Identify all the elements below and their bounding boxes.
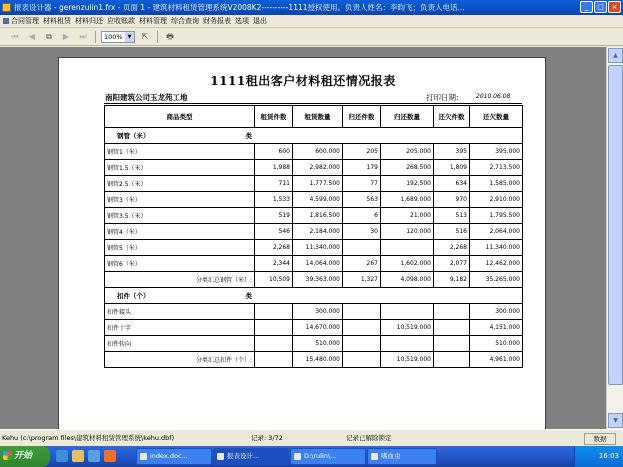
item-value: [434, 320, 470, 336]
table-row: [105, 224, 523, 240]
item-value: 2,344: [255, 256, 293, 272]
toolbar: [0, 28, 623, 46]
window-title: 报表设计器 - gerenzulin1.frx - 页面 1 - 建筑材料租赁管理系统V2008K2----------1111授权使用。负责人姓名：李昀飞；负责人电话...: [14, 3, 465, 12]
menu-item[interactable]: 合同管理: [1, 15, 41, 28]
title-bar[interactable]: [0, 0, 623, 15]
subtotal-row: [105, 352, 523, 368]
menu-item[interactable]: 材料管理: [139, 16, 167, 25]
item-name: 钢管1（米）: [105, 144, 255, 160]
subtotal-value: [434, 352, 470, 368]
export-icon[interactable]: ⇱: [141, 32, 149, 41]
item-value: 10,519.000: [381, 320, 434, 336]
company-name: 南阳建筑公司玉龙苑工地: [105, 93, 188, 102]
scroll-thumb[interactable]: [608, 65, 623, 385]
item-value: 2,268: [434, 240, 470, 256]
last-page-icon[interactable]: ⏭: [79, 32, 87, 41]
taskbar-item-index[interactable]: index.doc...: [136, 448, 212, 465]
report-table: [104, 105, 523, 368]
subtotal-value: 35,265.000: [470, 272, 523, 288]
zoom-select[interactable]: [101, 31, 135, 43]
toolbar-separator: [157, 31, 158, 43]
column-header: 租赁件数: [255, 106, 293, 128]
subtotal-row: [105, 272, 523, 288]
item-value: [381, 240, 434, 256]
taskbar: [0, 446, 623, 467]
next-page-icon[interactable]: ▶: [62, 32, 70, 41]
status-path: Kehu (c:\program files\建筑材料租赁管理系统\kehu.dbf): [2, 434, 175, 442]
item-value: 1,777.500: [293, 176, 343, 192]
table-row: [105, 336, 523, 352]
toolbar-separator: [95, 31, 96, 43]
subtotal-value: 15,480.000: [293, 352, 343, 368]
status-bar: [0, 429, 623, 446]
subtotal-value: 39,363.000: [293, 272, 343, 288]
item-value: [343, 304, 381, 320]
column-header: 租赁数量: [293, 106, 343, 128]
table-row: [105, 192, 523, 208]
menu-item[interactable]: 综合查询: [171, 16, 199, 25]
app-icon: [2, 3, 11, 12]
item-value: 14,670.000: [293, 320, 343, 336]
status-lock: 记录已解除锁定: [346, 434, 392, 442]
category-name: 钢管（米）: [117, 132, 150, 140]
item-name: 钢管2.5（米）: [105, 176, 255, 192]
maximize-button[interactable]: □: [594, 1, 607, 13]
media-icon[interactable]: [88, 450, 100, 462]
item-name: 钢管4（米）: [105, 224, 255, 240]
item-value: [255, 320, 293, 336]
taskbar-item-app[interactable]: 嗜血虫: [367, 448, 437, 465]
table-row: [105, 320, 523, 336]
vertical-scrollbar[interactable]: [606, 47, 623, 429]
item-value: [343, 320, 381, 336]
subtotal-value: [255, 352, 293, 368]
table-row: [105, 176, 523, 192]
item-value: 516: [434, 224, 470, 240]
item-value: [343, 336, 381, 352]
item-value: 1,585.000: [470, 176, 523, 192]
category-cell: [105, 288, 523, 304]
table-header-row: [105, 106, 523, 128]
item-value: 30: [343, 224, 381, 240]
status-record: 记录: 3/72: [251, 434, 283, 442]
subtotal-value: 4,961.000: [470, 352, 523, 368]
category-suffix: 类: [245, 132, 252, 140]
menu-item[interactable]: 财务报表: [203, 16, 231, 25]
clock: 16:03: [598, 452, 619, 460]
item-value: 2,910.000: [470, 192, 523, 208]
item-value: 21.000: [381, 208, 434, 224]
item-name: 钢管3.5（米）: [105, 208, 255, 224]
item-value: 2,713.500: [470, 160, 523, 176]
item-value: 634: [434, 176, 470, 192]
item-value: 519: [255, 208, 293, 224]
report-page: [58, 57, 546, 429]
item-value: 1,988: [255, 160, 293, 176]
item-value: 513: [434, 208, 470, 224]
item-value: 1,809: [434, 160, 470, 176]
menu-item[interactable]: 退出: [253, 16, 267, 25]
item-value: [381, 304, 434, 320]
prev-page-icon[interactable]: ◀: [28, 32, 36, 41]
column-header: 还欠数量: [470, 106, 523, 128]
menu-item[interactable]: 材料归还: [75, 16, 103, 25]
item-value: 970: [434, 192, 470, 208]
item-value: 300.000: [470, 304, 523, 320]
item-value: 1,602.000: [381, 256, 434, 272]
print-icon[interactable]: 🖶: [166, 32, 174, 41]
print-date: 2010.06.08: [476, 93, 511, 100]
subtotal-label: 分类汇总钢管（米）:: [105, 272, 255, 288]
category-row: [105, 288, 523, 304]
column-header: 商品类型: [105, 106, 255, 128]
item-value: 205.000: [381, 144, 434, 160]
start-button[interactable]: 开始: [0, 446, 50, 467]
item-value: 711: [255, 176, 293, 192]
item-value: 6: [343, 208, 381, 224]
item-value: [255, 336, 293, 352]
menu-item[interactable]: 选项: [235, 16, 249, 25]
item-value: [434, 336, 470, 352]
subtotal-value: 9,182: [434, 272, 470, 288]
report-title: 1111租出客户材料租还情况报表: [210, 74, 396, 88]
item-value: [434, 304, 470, 320]
zoom-value: 100%: [104, 32, 123, 41]
menu-item[interactable]: 材料租赁: [43, 16, 71, 25]
item-value: 11,340.000: [293, 240, 343, 256]
item-value: 600.000: [293, 144, 343, 160]
browser-icon[interactable]: [56, 450, 68, 462]
app-icon[interactable]: [104, 450, 116, 462]
item-value: 2,982.000: [293, 160, 343, 176]
subtotal-value: [343, 352, 381, 368]
scroll-down-icon[interactable]: ▼: [608, 413, 623, 428]
item-value: 14,064.000: [293, 256, 343, 272]
item-value: 2,184.000: [293, 224, 343, 240]
taskbar-item-folder[interactable]: D:\rulin\...: [290, 448, 366, 465]
column-header: 归还数量: [381, 106, 434, 128]
print-date-label: 打印日期:: [426, 93, 459, 102]
item-value: 11,340.000: [470, 240, 523, 256]
item-name: 钢管6（米）: [105, 256, 255, 272]
item-value: 1,816.500: [293, 208, 343, 224]
copy-icon[interactable]: ⧉: [46, 32, 52, 41]
item-value: 12,462.000: [470, 256, 523, 272]
subtotal-value: 1,327: [343, 272, 381, 288]
subtotal-value: 10,509: [255, 272, 293, 288]
taskbar-item-report-designer[interactable]: 报表设计...: [213, 448, 289, 465]
item-value: [381, 336, 434, 352]
minimize-button[interactable]: _: [580, 1, 593, 13]
category-name: 扣件（个）: [117, 292, 150, 300]
table-row: [105, 160, 523, 176]
table-row: [105, 256, 523, 272]
item-name: 扣件转向: [105, 336, 255, 352]
item-value: 546: [255, 224, 293, 240]
scroll-up-icon[interactable]: ▲: [608, 48, 623, 63]
item-value: 192.500: [381, 176, 434, 192]
table-row: [105, 240, 523, 256]
item-value: 1,689.000: [381, 192, 434, 208]
item-value: 510.000: [470, 336, 523, 352]
status-mode: 数据: [584, 433, 616, 445]
item-value: [255, 304, 293, 320]
table-row: [105, 144, 523, 160]
item-value: 205: [343, 144, 381, 160]
item-value: 1,795.500: [470, 208, 523, 224]
first-page-icon[interactable]: ⏮: [11, 32, 19, 41]
header-rule: [104, 103, 522, 104]
item-value: 2,064.000: [470, 224, 523, 240]
table-row: [105, 208, 523, 224]
close-button[interactable]: ×: [608, 1, 621, 13]
item-name: 钢管1.5（米）: [105, 160, 255, 176]
item-name: 钢管3（米）: [105, 192, 255, 208]
item-value: 120.000: [381, 224, 434, 240]
item-value: 563: [343, 192, 381, 208]
item-value: 395: [434, 144, 470, 160]
column-header: 归还件数: [343, 106, 381, 128]
subtotal-value: 4,098.000: [381, 272, 434, 288]
item-value: 267: [343, 256, 381, 272]
item-value: [343, 240, 381, 256]
item-name: 扣件十字: [105, 320, 255, 336]
menu-item[interactable]: 应收账款: [107, 16, 135, 25]
system-tray: [574, 446, 623, 467]
item-name: 扣件接头: [105, 304, 255, 320]
item-value: 300.000: [293, 304, 343, 320]
item-name: 钢管5（米）: [105, 240, 255, 256]
category-row: [105, 128, 523, 144]
column-header: 还欠件数: [434, 106, 470, 128]
item-value: 4,151.000: [470, 320, 523, 336]
item-value: 2,077: [434, 256, 470, 272]
item-value: 77: [343, 176, 381, 192]
menu-bar: [0, 15, 623, 28]
report-preview-area[interactable]: [0, 47, 606, 429]
item-value: 600: [255, 144, 293, 160]
item-value: 4,599.000: [293, 192, 343, 208]
item-value: 395.000: [470, 144, 523, 160]
window-controls: [580, 1, 621, 13]
item-value: 1,533: [255, 192, 293, 208]
table-row: [105, 304, 523, 320]
category-suffix: 类: [245, 292, 252, 300]
item-value: 2,268: [255, 240, 293, 256]
item-value: 268.500: [381, 160, 434, 176]
folder-icon[interactable]: [72, 450, 84, 462]
item-value: 510.000: [293, 336, 343, 352]
subtotal-label: 分类汇总扣件（个）:: [105, 352, 255, 368]
subtotal-value: 10,519.000: [381, 352, 434, 368]
item-value: 179: [343, 160, 381, 176]
category-cell: [105, 128, 523, 144]
chevron-down-icon: ▼: [125, 32, 134, 42]
